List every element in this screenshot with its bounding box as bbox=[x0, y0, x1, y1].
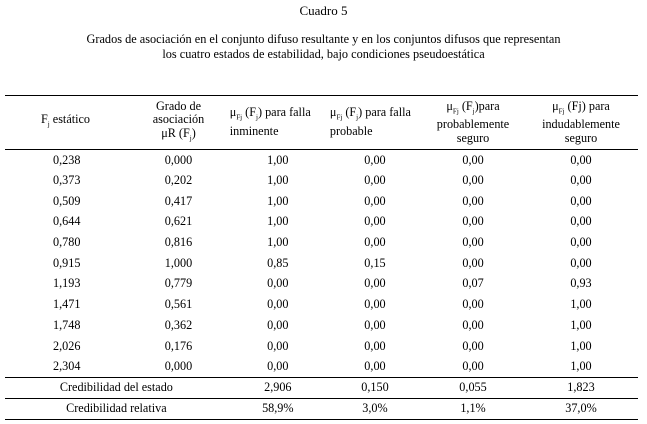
table-cell: 0,00 bbox=[462, 338, 484, 353]
table-cell: 0,15 bbox=[364, 255, 386, 270]
table-cell: 1,193 bbox=[53, 276, 81, 291]
table-cell: 0,00 bbox=[570, 173, 592, 188]
table-row bbox=[5, 336, 638, 357]
table-cell: 0,00 bbox=[364, 317, 386, 332]
footer-cell: 3,0% bbox=[328, 398, 422, 419]
table-cell: 1,00 bbox=[267, 214, 289, 229]
table-cell: 0,00 bbox=[364, 235, 386, 250]
table-cell: 1,748 bbox=[53, 317, 81, 332]
footer-cell: 0,150 bbox=[328, 377, 422, 398]
table-row bbox=[5, 212, 638, 233]
table-cell: 0,00 bbox=[267, 297, 289, 312]
table-cell: 0,176 bbox=[164, 338, 193, 353]
table-cell: 0,362 bbox=[164, 317, 193, 332]
table-cell: 0,93 bbox=[570, 276, 592, 291]
table-cell: 0,417 bbox=[164, 193, 193, 208]
table-cell: 0,07 bbox=[462, 276, 484, 291]
table-row bbox=[5, 356, 638, 377]
footer-cell: 58,9% bbox=[228, 398, 328, 419]
data-table bbox=[5, 95, 638, 420]
table-cell: 0,644 bbox=[53, 214, 81, 229]
table-cell: 0,561 bbox=[164, 297, 193, 312]
relativa-label: Credibilidad relativa bbox=[5, 398, 228, 419]
table-cell: 0,00 bbox=[364, 276, 386, 291]
table-row bbox=[5, 150, 638, 171]
table-cell: 0,00 bbox=[570, 235, 592, 250]
header-probablemente-seguro: $\mu_{Fj}$ $(F_j)para$ probablemente seguro bbox=[422, 96, 524, 150]
table-cell: 0,00 bbox=[462, 235, 484, 250]
table-row bbox=[5, 315, 638, 336]
table-row bbox=[5, 232, 638, 253]
table-cell: 0,00 bbox=[267, 338, 289, 353]
table-row bbox=[5, 170, 638, 191]
header-indudablemente-seguro: $\mu_{Fj}$ (Fj) para indudablemente seguro bbox=[524, 96, 638, 150]
table-cell: 1,00 bbox=[267, 173, 289, 188]
table-cell: 0,00 bbox=[462, 173, 484, 188]
table-cell: 1,00 bbox=[267, 235, 289, 250]
table-cell: 0,509 bbox=[53, 193, 81, 208]
table-cell: 0,000 bbox=[164, 152, 193, 167]
table-cell: 1,00 bbox=[570, 358, 592, 373]
table-cell: 0,00 bbox=[570, 255, 592, 270]
table-cell: 0,00 bbox=[364, 214, 386, 229]
table-cell: 0,00 bbox=[462, 317, 484, 332]
footer-cell: 37,0% bbox=[524, 398, 638, 419]
table-cell: 0,00 bbox=[267, 276, 289, 291]
table-cell: 2,026 bbox=[53, 338, 81, 353]
table-cell: 0,00 bbox=[364, 193, 386, 208]
table-row bbox=[5, 274, 638, 295]
relativa-row bbox=[5, 398, 638, 419]
table-cell: 0,779 bbox=[164, 276, 193, 291]
table-cell: 0,00 bbox=[462, 297, 484, 312]
table-cell: 1,00 bbox=[267, 193, 289, 208]
footer-cell: 0,055 bbox=[422, 377, 524, 398]
table-cell: 0,816 bbox=[164, 235, 193, 250]
header-row bbox=[5, 96, 638, 150]
table-cell: 1,00 bbox=[267, 152, 289, 167]
footer-cell: 2,906 bbox=[228, 377, 328, 398]
table-cell: 0,00 bbox=[267, 317, 289, 332]
credibilidad-label: Credibilidad del estado bbox=[5, 377, 228, 398]
table-row bbox=[5, 191, 638, 212]
credibilidad-row bbox=[5, 377, 638, 398]
table-cell: 0,238 bbox=[53, 152, 81, 167]
table-cell: 0,915 bbox=[53, 255, 81, 270]
footer-cell: 1,1% bbox=[422, 398, 524, 419]
table-cell: 2,304 bbox=[53, 358, 81, 373]
table-cell: 1,00 bbox=[570, 338, 592, 353]
table-cell: 0,00 bbox=[570, 193, 592, 208]
table-cell: 0,621 bbox=[164, 214, 193, 229]
table-cell: 0,00 bbox=[462, 358, 484, 373]
caption-line-1: Grados de asociación en el conjunto difuso resultante y en los conjuntos difusos que representan bbox=[86, 32, 561, 46]
table-cell: 0,00 bbox=[364, 338, 386, 353]
table-cell: 0,00 bbox=[462, 152, 484, 167]
table-cell: 0,202 bbox=[164, 173, 193, 188]
table-cell: 0,00 bbox=[364, 173, 386, 188]
table-cell: 0,00 bbox=[364, 358, 386, 373]
table-cell: 0,00 bbox=[570, 152, 592, 167]
table-cell: 0,00 bbox=[462, 193, 484, 208]
table-cell: 0,85 bbox=[267, 255, 289, 270]
header-falla-inminente: $\mu_{Fj}$ $(F_j)$ para falla inminente bbox=[228, 96, 328, 150]
table-caption bbox=[60, 32, 587, 62]
table-cell: 0,373 bbox=[53, 173, 81, 188]
table-cell: 1,00 bbox=[570, 297, 592, 312]
header-grado-asociacion: Grado de asociación μR $(F_j)$ bbox=[129, 96, 227, 150]
table-cell: 0,00 bbox=[462, 255, 484, 270]
table-number: Cuadro 5 bbox=[299, 3, 348, 18]
table-cell: 0,00 bbox=[267, 358, 289, 373]
header-fj-estatico: $F_j$ estático bbox=[5, 96, 129, 150]
table-cell: 0,00 bbox=[364, 152, 386, 167]
table-cell: 1,00 bbox=[570, 317, 592, 332]
table-cell: 1,000 bbox=[164, 255, 193, 270]
table-row bbox=[5, 294, 638, 315]
table-cell: 0,780 bbox=[53, 235, 81, 250]
table-row bbox=[5, 253, 638, 274]
table-cell: 0,000 bbox=[164, 358, 193, 373]
header-falla-probable: $\mu_{Fj}$ $(F_j)$ para falla probable bbox=[328, 96, 422, 150]
table-cell: 0,00 bbox=[462, 214, 484, 229]
caption-line-2: los cuatro estados de estabilidad, bajo condiciones pseudoestática bbox=[162, 47, 485, 61]
table-cell: 1,471 bbox=[53, 297, 81, 312]
footer-cell: 1,823 bbox=[524, 377, 638, 398]
table-cell: 0,00 bbox=[364, 297, 386, 312]
table-cell: 0,00 bbox=[570, 214, 592, 229]
